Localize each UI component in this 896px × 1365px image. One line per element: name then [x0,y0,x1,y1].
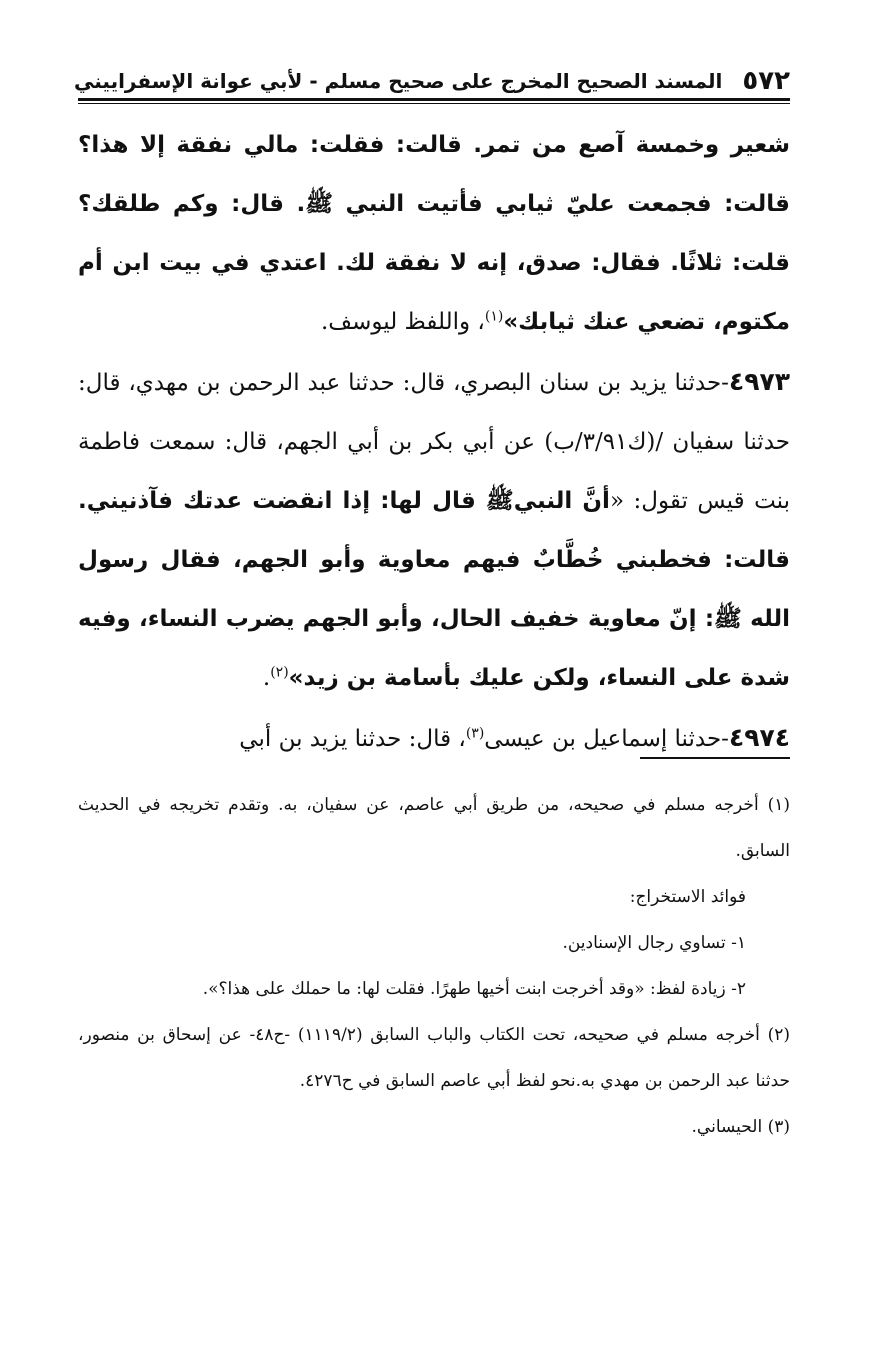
footnote-3: (٣) الحيساني. [691,1117,790,1137]
footnote-ref-3: (٣) [465,725,485,742]
isnad-text: -حدثنا إسماعيل بن عيسى [484,726,729,752]
paragraph-tail: ، قال: حدثنا يزيد بن أبي [239,726,466,752]
footnote-2: (٢) أخرجه مسلم في صحيحه، تحت الكتاب والباب السابق (١١١٩/٢) -ح٤٨- عن إسحاق بن منصور، حدثنا عبد الرحمن بن مهدي به.نحو لفظ أبي عاصم السابق في ح٤٢٧٦. [78,1025,790,1091]
paragraph-4973 [78,352,790,708]
hadith-text-bold: شعير وخمسة آصع من تمر. قالت: فقلت: مالي نفقة إلا هذا؟ قالت: فجمعت عليّ ثيابي فأتيت النبي ﷺ. قال: وكم طلقك؟ قلت: ثلاثًا. فقال: صدق، إنه لا نفقة لك. اعتدي في بيت ابن أم مكتوم، تضعي عنك ثيابك» [78,132,790,335]
hadith-number: ٤٩٧٣ [728,367,790,396]
hadith-text-bold: أنَّ النبيﷺ قال لها: إذا انقضت عدتك فآذنيني. قالت: فخطبني خُطَّابٌ فيهم معاوية وأبو الجهم، فقال رسول الله ﷺ: إنّ معاوية خفيف الحال، وأبو الجهم يضرب النساء، وفيه شدة على النساء، ولكن عليك بأسامة بن زيد» [78,488,790,691]
header-rule [78,98,790,104]
footnote-1-benefits-heading: فوائد الاستخراج: [629,887,746,907]
page-number: ٥٧٢ [742,66,790,96]
footnote-ref-2: (٢) [270,664,289,681]
footnotes [78,782,790,1150]
running-title: المسند الصحيح المخرج على صحيح مسلم - لأبي عوانة الإسفراييني [74,69,723,93]
footnote-1-benefit-1: ١- تساوي رجال الإسنادين. [562,933,746,953]
footnote-1-benefit-2: ٢- زيادة لفظ: «وقد أخرجت ابنت أخيها طهرًا. فقلت لها: ما حملك على هذا؟». [202,979,746,999]
footnote-1: (١) أخرجه مسلم في صحيحه، من طريق أبي عاصم، عن سفيان، به. وتقدم تخريجه في الحديث السابق. [78,795,790,861]
footnote-separator [640,757,790,759]
paragraph-tail: . [262,665,271,691]
footnote-ref-1: (١) [484,308,504,325]
paragraph-tail: ، واللفظ ليوسف. [320,309,485,335]
hadith-number: ٤٩٧٤ [728,723,790,752]
page-header [74,58,790,98]
paragraph-1 [78,116,790,352]
isnad-text: -حدثنا يزيد بن سنان البصري، قال: حدثنا عبد الرحمن بن مهدي، قال: حدثنا سفيان /(ك٣/٩١/ب) عن أبي بكر بن أبي الجهم، قال: سمعت فاطمة بنت قيس تقول: « [78,370,791,514]
paragraph-4974 [78,708,790,769]
main-text [78,116,790,769]
